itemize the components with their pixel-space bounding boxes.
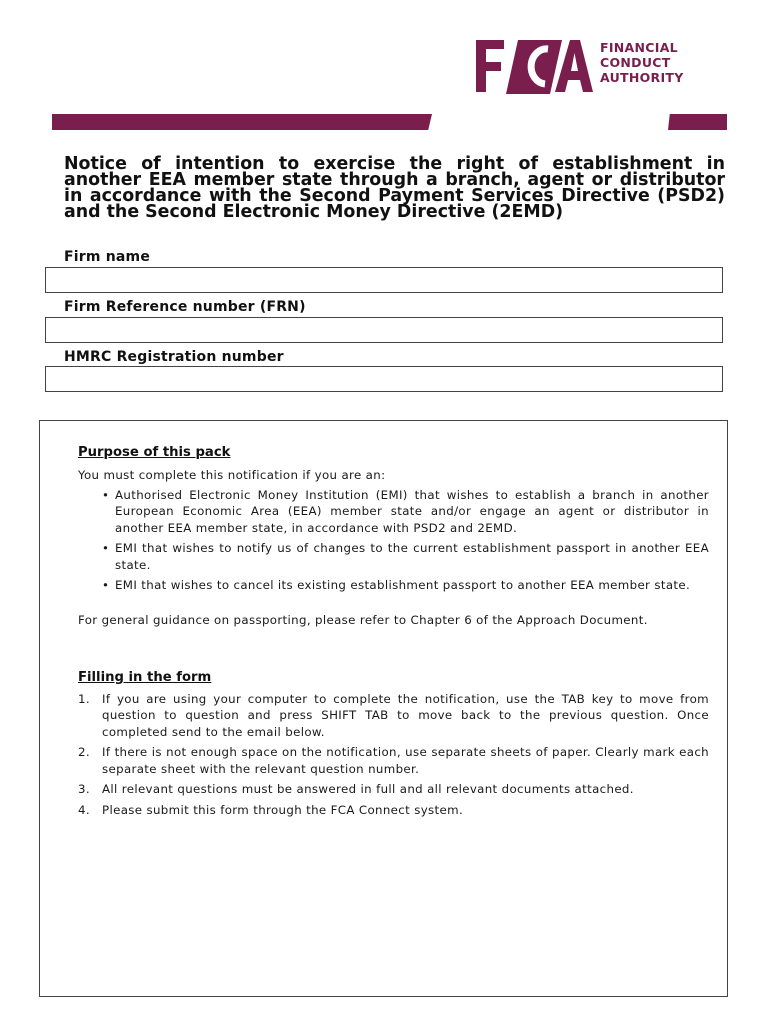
step-number: 4. — [78, 803, 90, 818]
purpose-bullet-list — [102, 487, 709, 598]
hmrc-registration-label: HMRC Registration number — [64, 349, 284, 365]
frn-field[interactable] — [45, 317, 723, 343]
fca-logo-mark — [474, 38, 594, 94]
step-number: 2. — [78, 745, 90, 760]
logo-line-conduct: CONDUCT — [600, 55, 671, 70]
filling-steps-list — [78, 691, 709, 823]
step-text: Please submit this form through the FCA Connect system. — [102, 803, 464, 818]
step-text: All relevant questions must be answered in full and all relevant documents attached. — [102, 782, 634, 797]
bullet-text: EMI that wishes to cancel its existing establishment passport to another EEA member state. — [115, 578, 691, 593]
logo-line-financial: FINANCIAL — [600, 40, 678, 55]
fca-logo-wordmark — [600, 40, 710, 85]
step-number: 1. — [78, 692, 90, 706]
bullet-symbol: • — [102, 488, 110, 502]
logo-line-authority: AUTHORITY — [600, 70, 684, 85]
filling-step — [78, 781, 709, 797]
bullet-symbol: • — [102, 578, 110, 593]
bullet-text: Authorised Electronic Money Institution (EMI) that wishes to establish a branch in another European Economic Area (EEA) member state and/or engage an agent or distributor in another EEA member state, in accordance with PSD2 and 2EMD. — [115, 488, 709, 535]
purpose-intro: You must complete this notification if you are an: — [78, 468, 386, 482]
filling-heading: Filling in the form — [78, 670, 212, 685]
firm-name-label: Firm name — [64, 249, 151, 265]
instructions-panel — [39, 420, 728, 997]
bullet-text: EMI that wishes to notify us of changes to the current establishment passport in another EEA state. — [115, 541, 709, 572]
frn-label: Firm Reference number (FRN) — [64, 299, 306, 315]
purpose-bullet — [102, 540, 709, 573]
bullet-symbol: • — [102, 541, 110, 556]
filling-step — [78, 744, 709, 777]
filling-step — [78, 691, 709, 740]
step-text: If you are using your computer to complete the notification, use the TAB key to move from question to question and press SHIFT TAB to move back to the previous question. Once completed send to the email below. — [102, 692, 709, 739]
purpose-bullet — [102, 487, 709, 536]
filling-step — [78, 802, 709, 818]
header-band-right — [668, 114, 727, 130]
purpose-bullet — [102, 577, 709, 593]
document-title: Notice of intention to exercise the right of establishment in another EEA member state through a branch, agent or distributor in accordance with the Second Payment Services Directive (PSD2) and the Second Electronic Money Directive (2EMD) — [64, 154, 725, 222]
purpose-heading: Purpose of this pack — [78, 445, 231, 460]
passporting-guidance: For general guidance on passporting, please refer to Chapter 6 of the Approach Document. — [78, 613, 648, 627]
header-band-left — [52, 114, 432, 130]
step-number: 3. — [78, 782, 90, 797]
hmrc-registration-field[interactable] — [45, 366, 723, 392]
step-text: If there is not enough space on the notification, use separate sheets of paper. Clearly mark each separate sheet with the relevant question number. — [102, 745, 709, 776]
firm-name-field[interactable] — [45, 267, 723, 293]
